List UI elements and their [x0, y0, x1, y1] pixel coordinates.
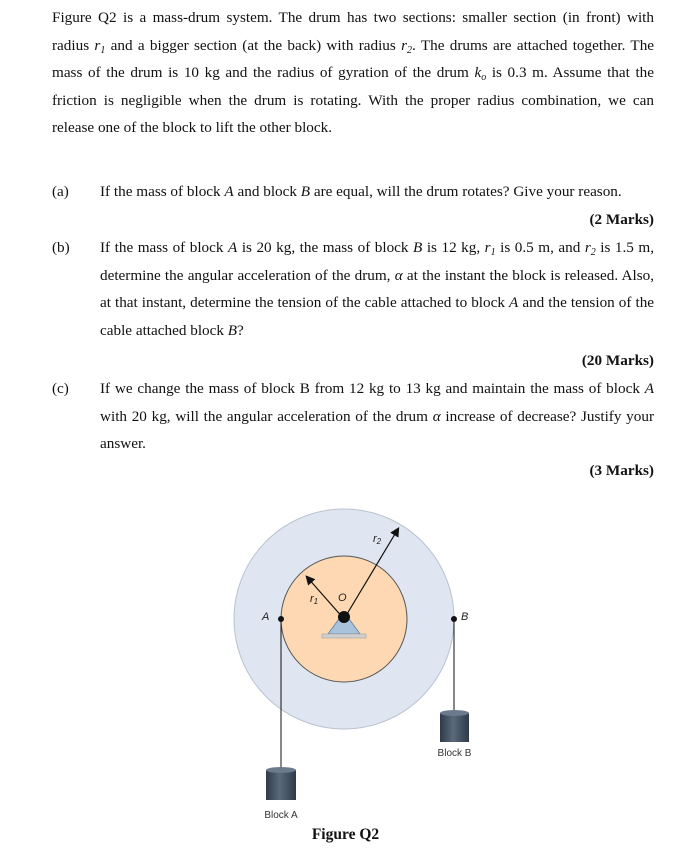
intro-text-1: Figure Q2 is a mass-drum system. The drum has two sections: smaller section (in front) with radius	[52, 9, 654, 54]
intro-text-3: . The drums are attached together. The mass of the drum is 10 kg and the radius of gyration of the drum	[52, 36, 655, 81]
figure-caption: Figure Q2	[311, 826, 380, 843]
question-c-label: (c)	[52, 380, 69, 397]
label-r1: r1	[310, 593, 319, 606]
label-r2: r2	[373, 533, 382, 546]
question-b-label: (b)	[52, 239, 70, 256]
symbol-r2: $r_2$	[401, 36, 413, 56]
label-a: A	[262, 611, 270, 623]
question-b-marks: (20 Marks)	[581, 352, 654, 369]
question-c-marks: (3 Marks)	[589, 462, 654, 479]
symbol-k: $k_o$	[474, 64, 487, 83]
question-b-text: If the mass of block A is 20 kg, the mass of block B is 12 kg, $r_1$ is 0.5 m, and $r_2$ is 1.5 m, determine the angular acceleration of the drum, α at the instant the block is released. Also, at that instant, determine the tension of the cable attached to block A and the tension of the cable attached block B?	[100, 239, 655, 339]
question-a-label: (a)	[52, 183, 69, 200]
label-b: B	[461, 611, 469, 623]
question-a-text: If the mass of block A and block B are equal, will the drum rotates? Give your reason.	[100, 183, 622, 200]
intro-text-4: is 0.3 m. Assume that the friction is negligible when the drum is rotating. With the proper radius combination, we can release one of the block to lift the other block.	[52, 64, 655, 136]
block-a	[266, 767, 296, 800]
block-b	[440, 710, 469, 742]
block-b-label: Block B	[437, 748, 472, 759]
symbol-r1: $r_1$	[94, 36, 106, 56]
question-a-marks: (2 Marks)	[589, 211, 654, 228]
pivot-o	[338, 611, 350, 623]
label-o: O	[338, 592, 347, 604]
question-c-text: If we change the mass of block B from 12 kg to 13 kg and maintain the mass of block A with 20 kg, will the angular acceleration of the drum α increase of decrease? Justify your answer.	[100, 380, 655, 452]
intro-text-2: and a bigger section (at the back) with radius	[110, 36, 396, 54]
block-a-label: Block A	[264, 810, 298, 821]
support-base	[322, 634, 366, 638]
